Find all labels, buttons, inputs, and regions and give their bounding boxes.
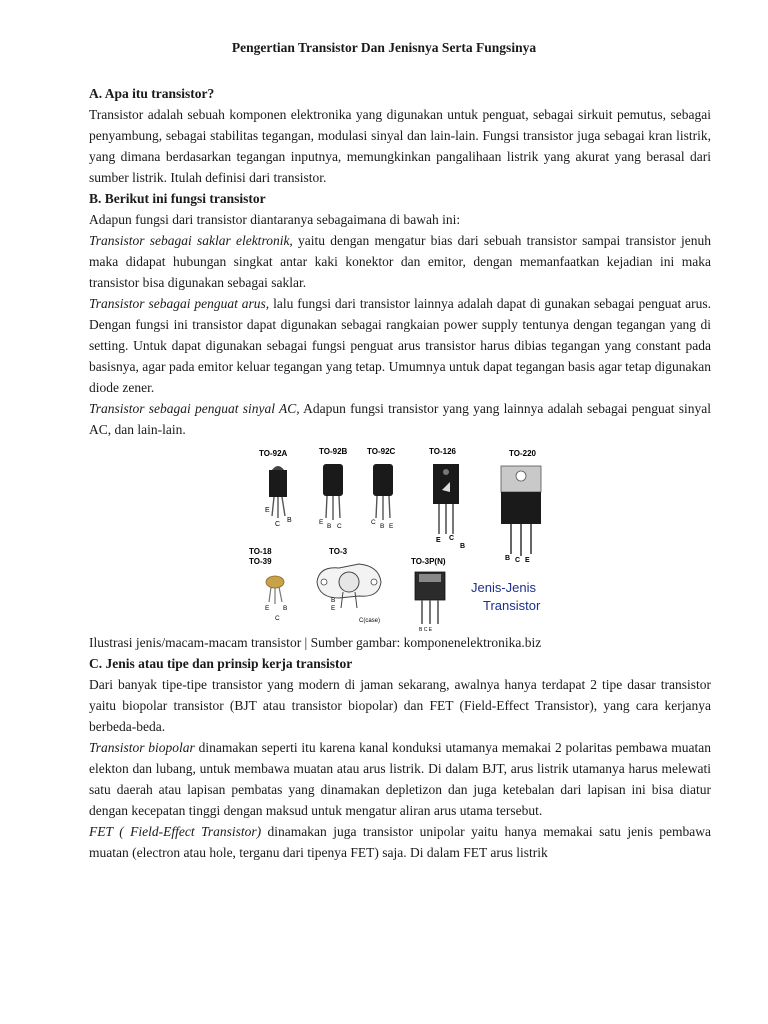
to92b-lead	[339, 496, 340, 518]
type-text: dinamakan seperti itu karena kanal konduksi utamanya memakai 2 polaritas pembawa muatan elekton dan lubang, untuk membawa muatan atau arus listrik. Di dalam BJT, arus listrik utamanya harus melewati satu daerah atau lapisan pembatas yang dinamakan depletizon dan juga ketebalan dari lapisan ini bisa diatur dengan kecepatan tinggi dengan maksud untuk mengatur aliran arus utama tersebut.	[89, 740, 711, 818]
transistor-types-figure	[239, 442, 559, 632]
section-a-heading: A. Apa itu transistor?	[89, 86, 215, 101]
to18-can	[266, 576, 284, 588]
to3p-pins: B C E	[419, 627, 433, 632]
to92a-body	[269, 470, 287, 497]
to18-lead	[269, 587, 271, 602]
type-item	[89, 737, 711, 821]
to3p-plate	[419, 574, 441, 582]
figure-title-line1: Jenis-Jenis	[471, 580, 537, 595]
to92a-top	[272, 466, 284, 470]
label-to3: TO-3	[329, 547, 348, 556]
to3-component	[317, 564, 381, 624]
to18-pin-b: B	[283, 605, 288, 612]
to92c-pin-e: E	[389, 523, 394, 530]
to220-pin-c: C	[515, 557, 521, 564]
to92c-lead	[376, 496, 377, 518]
to92a-component	[265, 466, 292, 528]
type-item	[89, 821, 711, 863]
function-term: Transistor sebagai penguat arus,	[89, 296, 270, 311]
label-to92a: TO-92A	[259, 449, 288, 458]
figure-title-line2: Transistor	[483, 598, 541, 613]
section-c-intro: Dari banyak tipe-tipe transistor yang modern di jaman sekarang, awalnya hanya terdapat 2 tipe dasar transistor yaitu biopolar transistor (BJT atau transistor biopolar) dan FET (Field-Effect Transistor), yang cara kerjanya berbeda-beda.	[89, 677, 711, 734]
to126-pin-e: E	[436, 537, 441, 544]
function-text: yaitu dengan mengatur bias dari sebuah transistor sampai transistor jenuh maka didapat hubungan singkat antar kaki konektor dan emitor, dengan memanfaatkan kejadian ini maka transistor bisa digunakan sebagai saklar.	[89, 233, 711, 290]
label-to126: TO-126	[429, 447, 456, 456]
label-to92b: TO-92B	[319, 447, 348, 456]
to220-pin-e: E	[525, 557, 530, 564]
function-item	[89, 293, 711, 398]
to126-pin-c: C	[449, 535, 455, 542]
to3-pin-e: E	[331, 605, 336, 612]
section-b-heading: B. Berikut ini fungsi transistor	[89, 191, 266, 206]
to126-pin-b: B	[460, 543, 466, 550]
to3-hole	[321, 579, 327, 585]
to92b-pin-e: E	[319, 519, 324, 526]
to92a-pin-c: C	[275, 521, 281, 528]
to92c-lead	[389, 496, 390, 518]
to92b-lead	[326, 496, 327, 518]
to92c-component	[371, 464, 394, 530]
to18-pin-c: C	[275, 615, 280, 622]
to92b-pin-b: B	[327, 523, 332, 530]
function-text: Adapun fungsi transistor yang yang lainnya adalah sebagai penguat sinyal AC, dan lain-lain.	[89, 401, 711, 437]
to220-body	[501, 492, 541, 524]
document-title: Pengertian Transistor Dan Jenisnya Serta Fungsinya	[231, 40, 537, 55]
to18-lead	[279, 587, 282, 602]
to92c-body	[373, 464, 393, 496]
to18-component	[265, 576, 287, 622]
to92b-body	[323, 464, 343, 496]
to92a-pin-e: E	[265, 507, 270, 514]
to92a-pin-b: B	[287, 517, 292, 524]
figure-caption: Ilustrasi jenis/macam-macam transistor | Sumber gambar: komponenelektronika.biz	[89, 635, 542, 650]
to220-component	[501, 466, 541, 564]
to92b-component	[319, 464, 343, 530]
to92a-lead	[282, 497, 285, 516]
to92c-pin-b: B	[380, 523, 385, 530]
to3-can	[339, 572, 359, 592]
label-to92c: TO-92C	[367, 447, 396, 456]
to3-pin-b: B	[331, 597, 336, 604]
to3-pin-c-case: C(case)	[359, 618, 381, 624]
to3p-component	[415, 572, 445, 632]
type-text: dinamakan juga transistor unipolar yaitu hanya memakai satu jenis pembawa muatan (electron atau hole, terganu dari tipenya FET) saja. Di dalam FET arus listrik	[89, 824, 711, 860]
section-c-heading: C. Jenis atau tipe dan prinsip kerja transistor	[89, 656, 353, 671]
to92a-lead	[272, 497, 274, 516]
section-b-intro: Adapun fungsi dari transistor diantaranya sebagaimana di bawah ini:	[89, 212, 461, 227]
label-to18: TO-18	[249, 547, 272, 556]
to92c-pin-c: C	[371, 519, 376, 526]
to126-hole	[443, 469, 449, 475]
to92b-pin-c: C	[337, 523, 342, 530]
type-term: FET ( Field-Effect Transistor)	[89, 824, 262, 839]
function-term: Transistor sebagai saklar elektronik,	[89, 233, 293, 248]
label-to39: TO-39	[249, 557, 272, 566]
type-term: Transistor biopolar	[89, 740, 195, 755]
to220-pin-b: B	[505, 555, 511, 562]
label-to3p: TO-3P(N)	[411, 557, 446, 566]
document-body	[89, 83, 711, 863]
section-a-paragraph: Transistor adalah sebuah komponen elektronika yang digunakan untuk penguat, sebagai sirkuit pemutus, sebagai penyambung, sebagai stabilitas tegangan, modulasi sinyal dan lain-lain. Fungsi transistor juga sebagai kran listrik, yang dimana berdasarkan tegangan inputnya, memungkinkan pangalihaan listrik yang akurat yang berasal dari sumber listrik. Itulah definisi dari transistor.	[89, 107, 711, 185]
function-term: Transistor sebagai penguat sinyal AC,	[89, 401, 300, 416]
function-item	[89, 398, 711, 440]
function-text: lalu fungsi dari transistor lainnya adalah dapat di gunakan sebagai penguat arus. Dengan fungsi ini transistor dapat digunakan sebagai rangkaian power supply tentunya dengan tegangan yang di setting. Untuk dapat digunakan sebagai fungsi penguat arus transistor harus dibias tegangan yang constant pada basisnya, agar pada emitor keluar tegangan yang tetap. Umumnya untuk dapat tegangan basis agar tetap digunakan diode zener.	[89, 296, 711, 395]
to220-hole	[516, 471, 526, 481]
to3-hole	[371, 579, 377, 585]
to126-component	[433, 464, 465, 550]
function-item	[89, 230, 711, 293]
to18-pin-e: E	[265, 605, 270, 612]
label-to220: TO-220	[509, 449, 536, 458]
